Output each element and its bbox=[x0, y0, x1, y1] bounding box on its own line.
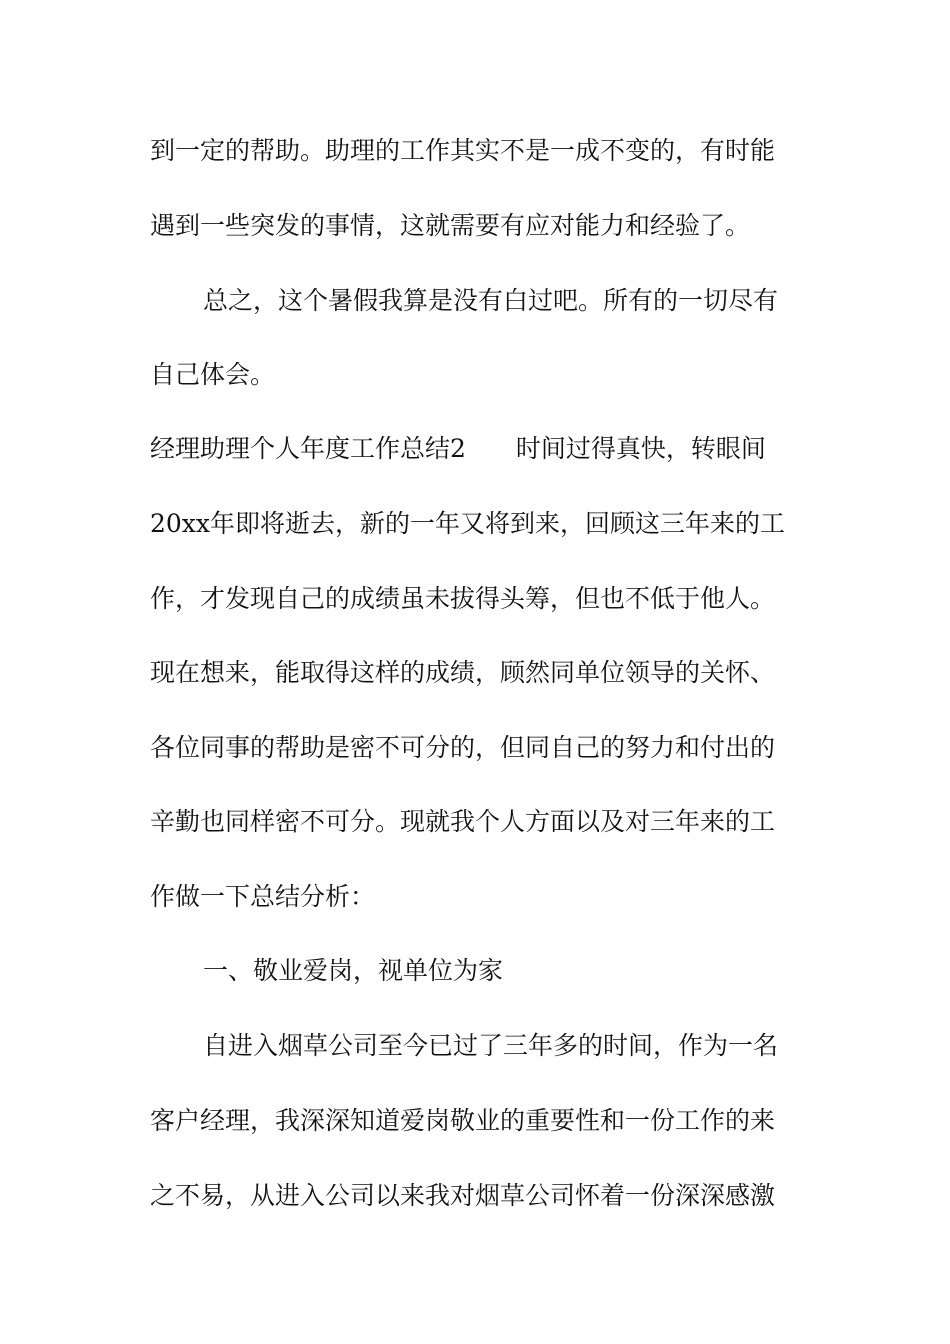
text-line: 经理助理个人年度工作总结2 时间过得真快，转眼间 bbox=[150, 434, 766, 463]
text-line: 20xx年即将逝去，新的一年又将到来，回顾这三年来的工 bbox=[150, 509, 786, 538]
text-line: 遇到一些突发的事情，这就需要有应对能力和经验了。 bbox=[150, 211, 751, 240]
section-heading: 一、敬业爱岗，视单位为家 bbox=[203, 956, 504, 985]
text-line: 总之，这个暑假我算是没有白过吧。所有的一切尽有 bbox=[203, 286, 779, 315]
text-line: 到一定的帮助。助理的工作其实不是一成不变的，有时能 bbox=[150, 136, 776, 165]
text-line: 现在想来，能取得这样的成绩，顾然同单位领导的关怀、 bbox=[150, 658, 776, 687]
text-line: 作做一下总结分析： bbox=[150, 882, 376, 911]
text-line: 自己体会。 bbox=[150, 360, 276, 389]
text-line: 辛勤也同样密不可分。现就我个人方面以及对三年来的工 bbox=[150, 807, 776, 836]
text-line: 各位同事的帮助是密不可分的，但同自己的努力和付出的 bbox=[150, 733, 776, 762]
text-line: 客户经理，我深深知道爱岗敬业的重要性和一份工作的来 bbox=[150, 1106, 776, 1135]
text-line: 自进入烟草公司至今已过了三年多的时间，作为一名 bbox=[203, 1031, 779, 1060]
text-line: 之不易，从进入公司以来我对烟草公司怀着一份深深感激 bbox=[150, 1181, 776, 1210]
text-line: 作，才发现自己的成绩虽未拔得头筹，但也不低于他人。 bbox=[150, 584, 776, 613]
